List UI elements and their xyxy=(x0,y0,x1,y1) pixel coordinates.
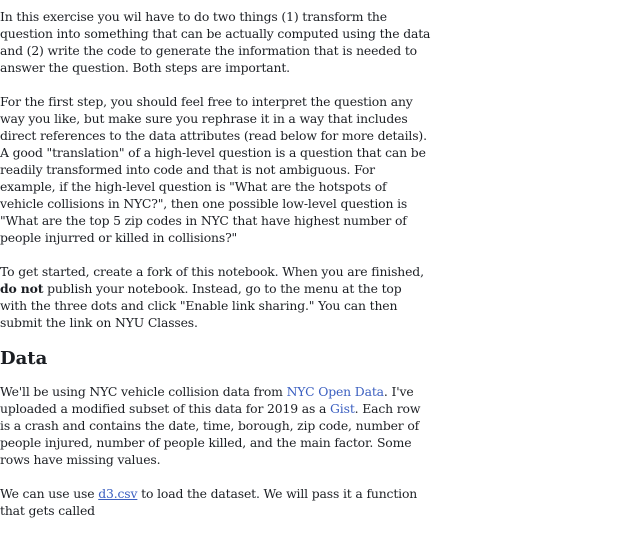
data-source-paragraph xyxy=(0,383,432,468)
load-data-paragraph xyxy=(0,485,432,519)
data-source-text-mid: . I've uploaded a modified subset of this data for 2019 as a xyxy=(0,384,414,416)
do-not-emphasis: do not xyxy=(0,281,44,296)
data-section-heading: Data xyxy=(0,348,48,369)
data-source-text: We'll be using NYC vehicle collision data from xyxy=(0,384,287,399)
nyc-open-data-link[interactable]: NYC Open Data xyxy=(286,384,384,399)
gist-link[interactable]: Gist xyxy=(330,401,355,416)
getting-started-text-end: publish your notebook. Instead, go to the menu at the top with the three dots and click "Enable link sharing." You can then submit the link on NYU Classes. xyxy=(0,281,402,330)
getting-started-text: To get started, create a fork of this notebook. When you are finished, xyxy=(0,264,424,279)
load-data-text: We can use use xyxy=(0,486,99,501)
first-step-paragraph: For the first step, you should feel free to interpret the question any way you like, but make sure you rephrase it in a way that includes direct references to the data attributes (read below for more details). A good "translation" of a high-level question is a question that can be readily transformed into code and that is not ambiguous. For example, if the high-level question is "What are the hotspots of vehicle collisions in NYC?", then one possible low-level question is "What are the top 5 zip codes in NYC that have highest number of people injurred or killed in collisions?" xyxy=(0,94,427,245)
notebook-content xyxy=(0,8,432,536)
intro-paragraph: In this exercise you wil have to do two things (1) transform the question into something that can be actually computed using the data and (2) write the code to generate the information that is needed to answer the question. Both steps are important. xyxy=(0,9,431,75)
getting-started-paragraph xyxy=(0,263,432,331)
d3-csv-link[interactable]: d3.csv xyxy=(98,486,138,501)
load-data-text-end: to load the dataset. We will pass it a function that gets called xyxy=(0,486,418,518)
data-source-text-end: . Each row is a crash and contains the date, time, borough, zip code, number of people injured, number of people killed, and the main factor. Some rows have missing values. xyxy=(0,401,421,467)
